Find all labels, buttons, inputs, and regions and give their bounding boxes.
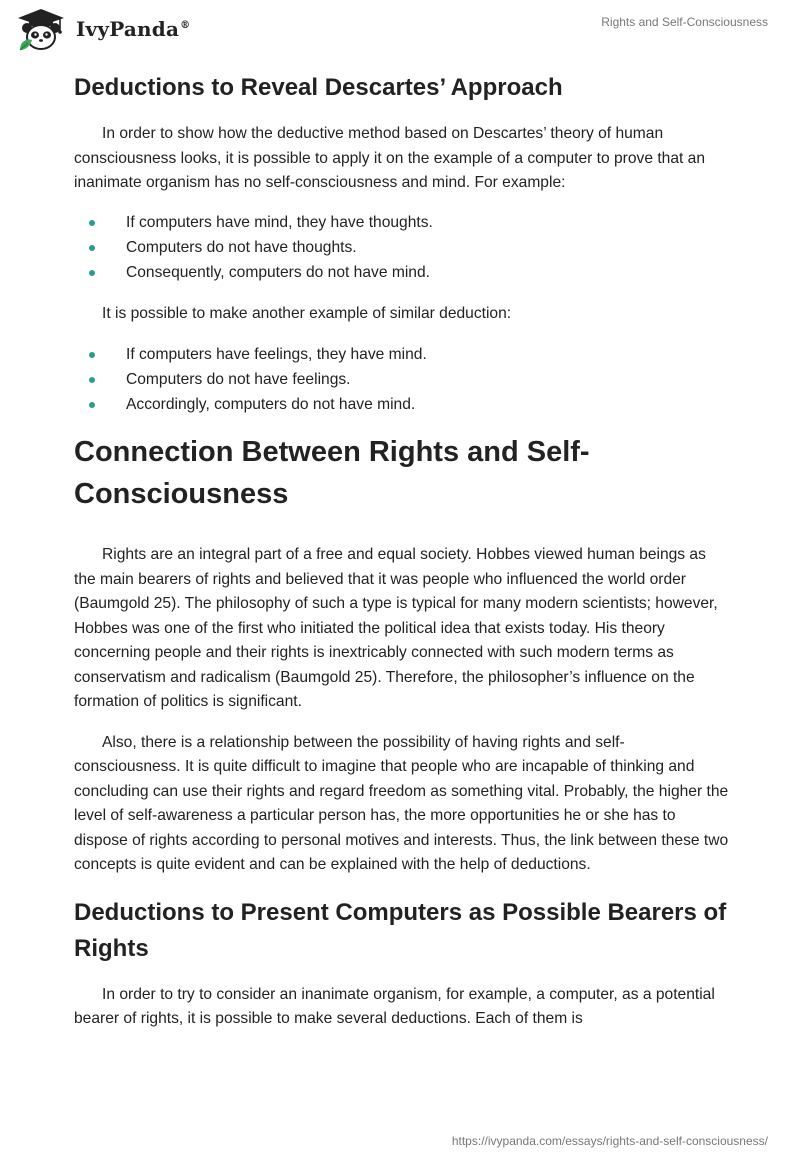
page-header (0, 0, 800, 60)
bullet-dot-icon (89, 352, 95, 358)
bullet-dot-icon (89, 220, 95, 226)
bullet-dot-icon (89, 402, 95, 408)
list-item: If computers have feelings, they have mind. (74, 342, 730, 367)
paragraph: Rights are an integral part of a free and equal society. Hobbes viewed human beings as the main bearers of rights and believed that it was people who influenced the world order (Baumgold 25). The philosophy of such a type is typical for many modern scientists; however, Hobbes was one of the first who initiated the political idea that exists today. His theory concerning people and their rights is inextricably connected with such modern terms as conservatism and radicalism (Baumgold 25). Therefore, the philosopher’s influence on the formation of politics is significant. (74, 546, 718, 710)
deduction-list-1 (74, 210, 730, 285)
list-item: Computers do not have thoughts. (74, 235, 730, 260)
bullet-dot-icon (89, 245, 95, 251)
section-heading-rights-connection: Connection Between Rights and Self-Consciousness (74, 436, 590, 510)
list-item: Consequently, computers do not have mind. (74, 260, 730, 285)
section-heading-descartes: Deductions to Reveal Descartes’ Approach (74, 74, 563, 101)
document-title: Rights and Self-Consciousness (601, 15, 768, 29)
bullet-dot-icon (89, 270, 95, 276)
paragraph: In order to show how the deductive method based on Descartes’ theory of human consciousness looks, it is possible to apply it on the example of a computer to prove that an inanimate organism has no self-consciousness and mind. For example: (74, 125, 706, 191)
paragraph: Also, there is a relationship between the possibility of having rights and self-consciousness. It is quite difficult to imagine that people who are incapable of thinking and concluding can use their rights and regard freedom as something vital. Probably, the higher the level of self-awareness a particular person has, the more opportunities he or she has to dispose of rights according to personal motives and interests. Thus, the link between these two concepts is quite evident and can be explained with the help of deductions. (74, 733, 729, 873)
bullet-dot-icon (89, 377, 95, 383)
paragraph: It is possible to make another example of similar deduction: (102, 304, 512, 322)
list-item: If computers have mind, they have thoughts. (74, 210, 730, 235)
deduction-list-2 (74, 342, 730, 417)
list-item: Computers do not have feelings. (74, 367, 730, 392)
ivypanda-logo[interactable] (14, 6, 190, 52)
section-heading-computers-rights: Deductions to Present Computers as Possible Bearers of Rights (74, 898, 727, 962)
paragraph: In order to try to consider an inanimate organism, for example, a computer, as a potential bearer of rights, it is possible to make several deductions. Each of them is (74, 985, 715, 1027)
source-url[interactable]: https://ivypanda.com/essays/rights-and-self-consciousness/ (451, 1134, 768, 1148)
essay-content (74, 70, 730, 1032)
list-item: Accordingly, computers do not have mind. (74, 392, 730, 417)
brand-name: IvyPanda® (76, 17, 191, 41)
panda-graduate-icon (14, 6, 68, 52)
